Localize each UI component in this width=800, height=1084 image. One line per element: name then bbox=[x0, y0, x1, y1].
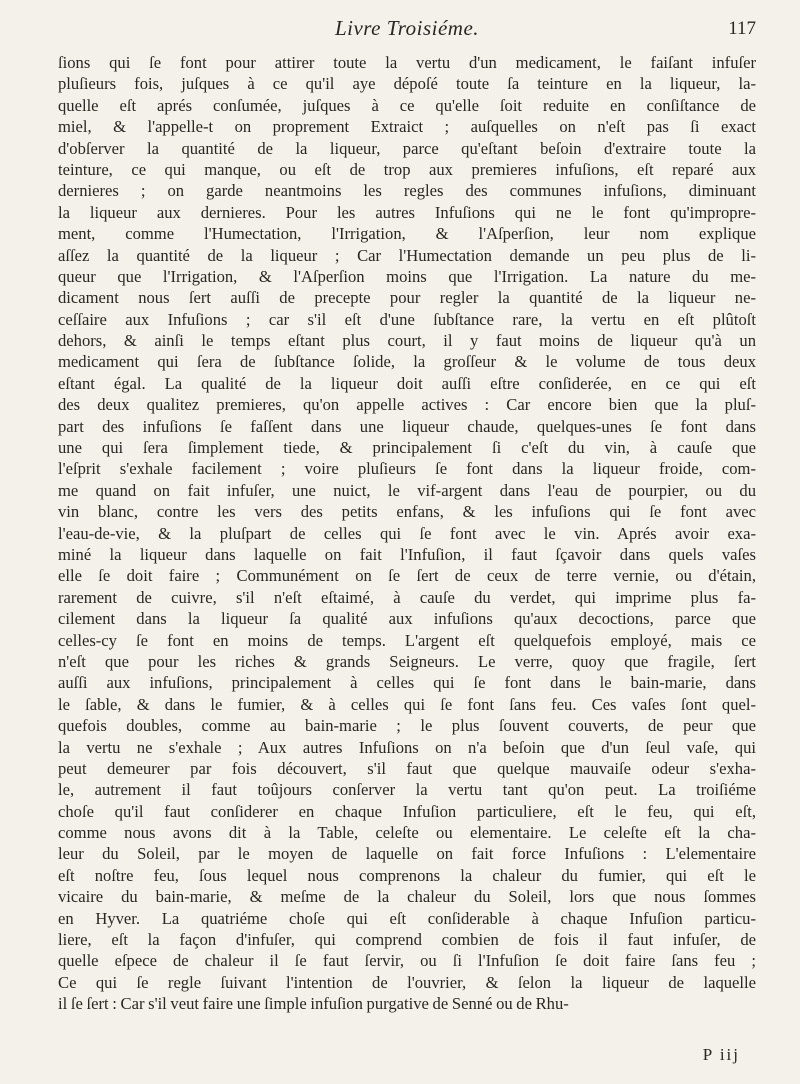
text-line: vin blanc, contre les vers des petits enfans, & les infuſions qui ſe font avec bbox=[58, 502, 756, 522]
text-line: eſt noſtre feu, ſous lequel nous comprenons la chaleur du fumier, qui eſt le bbox=[58, 865, 756, 885]
text-line: des deux qualitez premieres, qu'on appelle actives : Car encore bien que la pluſ- bbox=[58, 395, 756, 415]
text-line: miné la liqueur dans laquelle on fait l'Infuſion, il faut ſçavoir dans quels vaſes bbox=[58, 544, 756, 564]
text-line: la vertu ne s'exhale ; Aux autres Infuſions on n'a beſoin que d'un ſeul vaſe, qui bbox=[58, 737, 756, 757]
text-line: ſions qui ſe font pour attirer toute la vertu d'un medicament, le faiſant infuſer bbox=[58, 53, 756, 72]
text-line: la liqueur aux dernieres. Pour les autres Infuſions qui ne le font qu'impropre- bbox=[58, 202, 756, 222]
text-line: peut demeurer par fois découvert, s'il faut que quelque mauvaiſe odeur s'exha- bbox=[58, 758, 756, 778]
text-line: leur du Soleil, par le moyen de laquelle on fait force Infuſions : L'elementaire bbox=[58, 844, 756, 864]
text-line: il ſe ſert : Car s'il veut faire une ſimple infuſion purgative de Senné ou de Rhu- bbox=[58, 994, 569, 1014]
body-text bbox=[58, 52, 756, 1015]
text-line: me quand on fait infuſer, une nuict, le vif-argent dans l'eau de pourpier, ou du bbox=[58, 480, 756, 500]
running-head bbox=[58, 14, 756, 46]
text-line: liere, eſt la façon d'infuſer, qui comprend combien de fois il faut infuſer, de bbox=[58, 930, 756, 950]
text-line: ceſſaire aux Infuſions ; car s'il eſt d'une ſubſtance rare, la vertu en eſt plûtoſt bbox=[58, 309, 756, 329]
text-line: celles-cy ſe font en moins de temps. L'argent eſt quelquefois employé, mais ce bbox=[58, 630, 756, 650]
text-line: queur que l'Irrigation, & l'Aſperſion moins que l'Irrigation. La nature du me- bbox=[58, 266, 756, 286]
text-line: Ce qui ſe regle ſuivant l'intention de l'ouvrier, & ſelon la liqueur de laquelle bbox=[58, 972, 756, 992]
text-line: dernieres ; on garde neantmoins les regles des communes infuſions, diminuant bbox=[58, 181, 756, 201]
text-line: auſſi aux infuſions, principalement à celles qui ſe font dans le bain-marie, dans bbox=[58, 673, 756, 693]
text-line: ment, comme l'Humectation, l'Irrigation, & l'Aſperſion, leur nom explique bbox=[58, 224, 756, 244]
text-line: elle ſe doit faire ; Communément on ſe ſert de ceux de terre vernie, ou d'étain, bbox=[58, 566, 756, 586]
text-line: pluſieurs fois, juſques à ce qu'il aye dépoſé toute ſa teinture en la liqueur, la- bbox=[58, 74, 756, 94]
running-head-title: Livre Troisiéme. bbox=[334, 16, 480, 40]
text-line: comme nous avons dit à la Table, celeſte ou elementaire. Le celeſte eſt la cha- bbox=[58, 823, 756, 843]
text-line: dicament nous ſert auſſi de precepte pour regler la quantité de la liqueur ne- bbox=[58, 288, 756, 308]
text-line: quelle eſpece de chaleur il ſe faut ſervir, ou ſi l'Infuſion ſe doit faire ſans feu ; bbox=[58, 951, 756, 971]
text-line: rarement de cuivre, s'il n'eſt eſtaimé, à cauſe du verdet, qui imprime plus fa- bbox=[58, 587, 756, 607]
text-line: l'eſprit s'exhale facilement ; voire pluſieurs ſe font dans la liqueur froide, com- bbox=[58, 459, 756, 479]
text-line: vicaire du bain-marie, & meſme de la chaleur du Soleil, lors que nous ſommes bbox=[58, 887, 756, 907]
text-line: part des infuſions ſe faſſent dans une liqueur chaude, quelques-unes ſe font dans bbox=[58, 416, 756, 436]
text-line: en Hyver. La quatriéme choſe qui eſt conſiderable à chaque Infuſion particu- bbox=[58, 908, 756, 928]
text-line: cilement dans la liqueur ſa qualité aux infuſions qu'aux decoctions, parce que bbox=[58, 609, 756, 629]
text-line: n'eſt que pour les riches & grands Seigneurs. Le verre, quoy que fragile, ſert bbox=[58, 651, 756, 671]
text-line: choſe qu'il faut conſiderer en chaque Infuſion particuliere, eſt le feu, qui eſt, bbox=[58, 801, 756, 821]
text-line: d'obſerver la quantité de la liqueur, parce qu'eſtant beſoin d'extraire toute la bbox=[58, 138, 756, 158]
text-line: quefois doubles, comme au bain-marie ; le plus ſouvent couverts, de peur que bbox=[58, 716, 756, 736]
text-line: aſſez la quantité de la liqueur ; Car l'Humectation demande un peu plus de li- bbox=[58, 245, 756, 265]
text-line: l'eau-de-vie, & la pluſpart de celles qui ſe font avec le vin. Aprés avoir exa- bbox=[58, 523, 756, 543]
text-line: quelle eſt aprés conſumée, juſques à ce qu'elle ſoit reduite en conſiſtance de bbox=[58, 95, 756, 115]
text-line: dehors, & ainſi le temps eſtant plus court, il y faut moins de liqueur qu'à un bbox=[58, 331, 756, 351]
text-line: teinture, ce qui manque, ou eſt de trop aux premieres infuſions, eſt reparé aux bbox=[58, 159, 756, 179]
text-line: eſtant égal. La qualité de la liqueur doit auſſi eſtre conſiderée, en ce qui eſt bbox=[58, 373, 756, 393]
text-line: le, autrement il faut toûjours conſerver la vertu tant qu'on peut. La troiſiéme bbox=[58, 780, 756, 800]
text-line: le ſable, & dans le fumier, & à celles qui ſe font ſans feu. Ces vaſes ſont quel- bbox=[58, 694, 756, 714]
text-line: medicament qui ſera de ſubſtance ſolide, la groſſeur & le volume de tous deux bbox=[58, 352, 756, 372]
page-number: 117 bbox=[728, 18, 756, 39]
text-line: miel, & l'appelle-t on proprement Extraict ; auſquelles on n'eſt pas ſi exact bbox=[58, 117, 756, 137]
signature-mark: P iij bbox=[702, 1045, 740, 1064]
text-line: une qui ſera ſimplement tiede, & principalement ſi c'eſt du vin, à cauſe que bbox=[58, 438, 756, 458]
